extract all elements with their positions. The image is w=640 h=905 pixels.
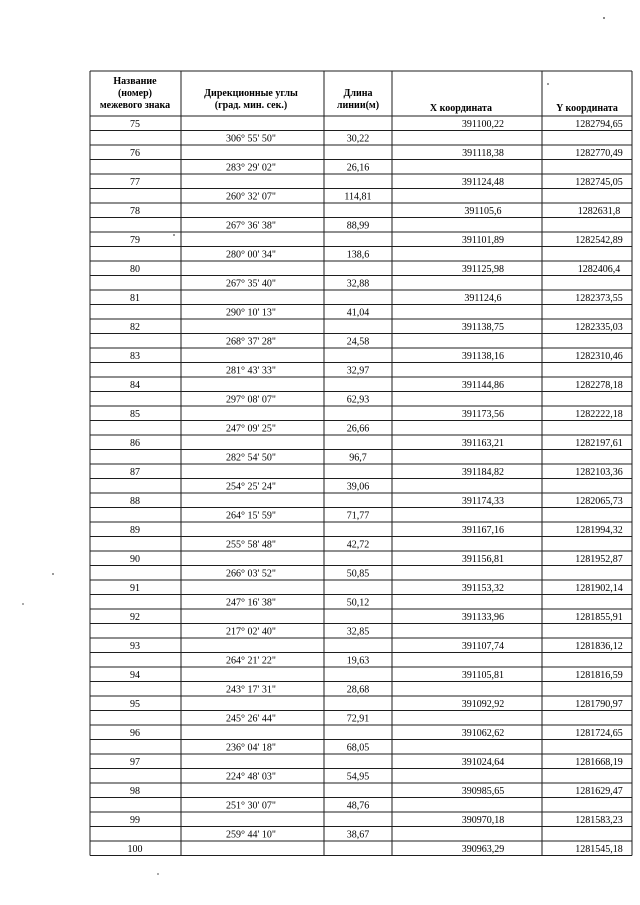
point-name: 93 — [130, 641, 140, 652]
segment-length: 19,63 — [346, 655, 370, 667]
segment-direction-angle: 247° 09' 25" — [226, 423, 276, 435]
segment-direction-angle: 267° 35' 40" — [226, 278, 276, 290]
header-x-label: X координата — [429, 103, 493, 114]
segment-direction-angle: 217° 02' 40" — [226, 626, 276, 638]
point-name: 81 — [130, 293, 140, 304]
point-y-coordinate: 1281790,97 — [575, 699, 623, 710]
segment-length: 32,88 — [346, 278, 370, 290]
segment-direction-angle: 290° 10' 13" — [226, 307, 276, 319]
scan-speck — [603, 17, 605, 19]
segment-direction-angle: 264° 15' 59" — [226, 510, 276, 522]
point-name: 78 — [130, 206, 140, 217]
segment-length: 41,04 — [346, 307, 370, 319]
point-y-coordinate: 1281994,32 — [575, 525, 623, 536]
point-y-coordinate: 1281952,87 — [575, 554, 623, 565]
segment-length: 71,77 — [346, 510, 370, 522]
point-y-coordinate: 1281855,91 — [575, 612, 623, 623]
point-name: 77 — [130, 177, 140, 188]
point-x-coordinate: 391174,33 — [461, 496, 505, 507]
point-name: 85 — [130, 409, 140, 420]
point-y-coordinate: 1281724,65 — [575, 728, 623, 739]
segment-direction-angle: 245° 26' 44" — [226, 713, 276, 725]
segment-length: 39,06 — [346, 481, 370, 493]
segment-direction-angle: 268° 37' 28" — [226, 336, 276, 348]
header-name-label: межевого знака — [99, 100, 171, 111]
header-length-label: Длина — [343, 88, 373, 99]
point-y-coordinate: 1282794,65 — [575, 119, 623, 130]
point-name: 94 — [130, 670, 140, 681]
point-name: 76 — [130, 148, 140, 159]
point-y-coordinate: 1281816,59 — [575, 670, 623, 681]
point-y-coordinate: 1282373,55 — [575, 293, 623, 304]
segment-direction-angle: 254° 25' 24" — [226, 481, 276, 493]
scan-speck — [22, 603, 24, 605]
point-y-coordinate: 1282197,61 — [575, 438, 623, 449]
point-y-coordinate: 1282406,4 — [577, 264, 621, 275]
point-y-coordinate: 1281668,19 — [575, 757, 623, 768]
point-name: 91 — [130, 583, 140, 594]
segment-length: 26,16 — [346, 162, 370, 174]
point-y-coordinate: 1281836,12 — [575, 641, 623, 652]
point-name: 84 — [130, 380, 140, 391]
coordinates-table-svg — [90, 71, 632, 855]
point-y-coordinate: 1282278,18 — [575, 380, 623, 391]
segment-length: 48,76 — [346, 800, 370, 812]
point-y-coordinate: 1282335,03 — [575, 322, 623, 333]
point-y-coordinate: 1282770,49 — [575, 148, 623, 159]
segment-direction-angle: 264° 21' 22" — [226, 655, 276, 667]
point-y-coordinate: 1282065,73 — [575, 496, 623, 507]
point-x-coordinate: 390963,29 — [461, 844, 505, 855]
scan-speck — [173, 234, 175, 236]
point-x-coordinate: 391092,92 — [461, 699, 505, 710]
point-y-coordinate: 1281902,14 — [575, 583, 623, 594]
point-name: 97 — [130, 757, 140, 768]
segment-direction-angle: 297° 08' 07" — [226, 394, 276, 406]
point-x-coordinate: 391124,48 — [461, 177, 505, 188]
point-x-coordinate: 391138,16 — [461, 351, 505, 362]
segment-length: 72,91 — [346, 713, 370, 725]
segment-length: 30,22 — [346, 133, 370, 145]
coordinates-table — [90, 71, 632, 855]
segment-direction-angle: 259° 44' 10" — [226, 829, 276, 841]
header-angle-label: (град. мин. сек.) — [214, 100, 288, 111]
point-x-coordinate: 391138,75 — [461, 322, 505, 333]
point-x-coordinate: 391024,64 — [461, 757, 505, 768]
segment-direction-angle: 280° 00' 34" — [226, 249, 276, 261]
point-x-coordinate: 391125,98 — [461, 264, 505, 275]
point-y-coordinate: 1282542,89 — [575, 235, 623, 246]
point-name: 89 — [130, 525, 140, 536]
segment-length: 24,58 — [346, 336, 370, 348]
point-y-coordinate: 1282631,8 — [577, 206, 621, 217]
point-name: 80 — [130, 264, 140, 275]
segment-length: 28,68 — [346, 684, 370, 696]
point-name: 100 — [127, 844, 143, 855]
segment-direction-angle: 251° 30' 07" — [226, 800, 276, 812]
segment-length: 38,67 — [346, 829, 370, 841]
segment-direction-angle: 306° 55' 50" — [226, 133, 276, 145]
point-name: 86 — [130, 438, 140, 449]
segment-length: 54,95 — [346, 771, 370, 783]
point-x-coordinate: 391144,86 — [461, 380, 505, 391]
point-name: 88 — [130, 496, 140, 507]
point-x-coordinate: 391100,22 — [461, 119, 505, 130]
point-name: 87 — [130, 467, 140, 478]
point-name: 83 — [130, 351, 140, 362]
segment-direction-angle: 224° 48' 03" — [226, 771, 276, 783]
point-y-coordinate: 1282103,36 — [575, 467, 623, 478]
point-x-coordinate: 391153,32 — [461, 583, 505, 594]
segment-length: 32,85 — [346, 626, 370, 638]
point-x-coordinate: 391167,16 — [461, 525, 505, 536]
point-x-coordinate: 391118,38 — [462, 148, 504, 159]
point-y-coordinate: 1282310,46 — [575, 351, 623, 362]
segment-direction-angle: 236° 04' 18" — [226, 742, 276, 754]
segment-length: 96,7 — [349, 452, 367, 464]
point-name: 98 — [130, 786, 140, 797]
segment-length: 50,85 — [346, 568, 370, 580]
point-x-coordinate: 391105,6 — [464, 206, 502, 217]
point-x-coordinate: 390985,65 — [461, 786, 505, 797]
point-y-coordinate: 1282745,05 — [575, 177, 623, 188]
segment-length: 50,12 — [346, 597, 370, 609]
segment-length: 26,66 — [346, 423, 370, 435]
header-length-label: линии(м) — [336, 100, 380, 111]
point-x-coordinate: 391101,89 — [461, 235, 505, 246]
segment-length: 32,97 — [346, 365, 370, 377]
point-x-coordinate: 391156,81 — [461, 554, 505, 565]
point-name: 96 — [130, 728, 140, 739]
point-x-coordinate: 391133,96 — [461, 612, 505, 623]
point-x-coordinate: 391173,56 — [461, 409, 505, 420]
point-x-coordinate: 391124,6 — [464, 293, 502, 304]
header-y-label: Y координата — [556, 103, 618, 114]
point-x-coordinate: 391107,74 — [461, 641, 505, 652]
point-x-coordinate: 391105,81 — [461, 670, 505, 681]
segment-length: 114,81 — [344, 191, 372, 203]
segment-direction-angle: 283° 29' 02" — [226, 162, 276, 174]
segment-direction-angle: 266° 03' 52" — [226, 568, 276, 580]
scan-speck — [547, 83, 549, 85]
segment-direction-angle: 260° 32' 07" — [226, 191, 276, 203]
header-name-label: (номер) — [117, 88, 153, 99]
point-y-coordinate: 1281583,23 — [575, 815, 623, 826]
point-x-coordinate: 391062,62 — [461, 728, 505, 739]
point-x-coordinate: 391163,21 — [461, 438, 505, 449]
scan-speck — [52, 573, 54, 575]
segment-direction-angle: 247° 16' 38" — [226, 597, 276, 609]
scan-speck — [157, 873, 159, 875]
segment-direction-angle: 281° 43' 33" — [226, 365, 276, 377]
segment-direction-angle: 267° 36' 38" — [226, 220, 276, 232]
segment-length: 138,6 — [346, 249, 370, 261]
segment-length: 42,72 — [346, 539, 370, 551]
point-y-coordinate: 1281545,18 — [575, 844, 623, 855]
segment-direction-angle: 243° 17' 31" — [226, 684, 276, 696]
point-name: 79 — [130, 235, 140, 246]
point-name: 75 — [130, 119, 140, 130]
point-x-coordinate: 391184,82 — [461, 467, 505, 478]
header-angle-label: Дирекционные углы — [204, 88, 298, 99]
point-name: 90 — [130, 554, 140, 565]
segment-length: 88,99 — [346, 220, 370, 232]
segment-length: 68,05 — [346, 742, 370, 754]
header-name-label: Название — [113, 76, 157, 87]
point-name: 99 — [130, 815, 140, 826]
segment-direction-angle: 282° 54' 50" — [226, 452, 276, 464]
point-name: 92 — [130, 612, 140, 623]
point-name: 95 — [130, 699, 140, 710]
point-name: 82 — [130, 322, 140, 333]
point-y-coordinate: 1281629,47 — [575, 786, 623, 797]
point-x-coordinate: 390970,18 — [461, 815, 505, 826]
segment-length: 62,93 — [346, 394, 370, 406]
point-y-coordinate: 1282222,18 — [575, 409, 623, 420]
segment-direction-angle: 255° 58' 48" — [226, 539, 276, 551]
